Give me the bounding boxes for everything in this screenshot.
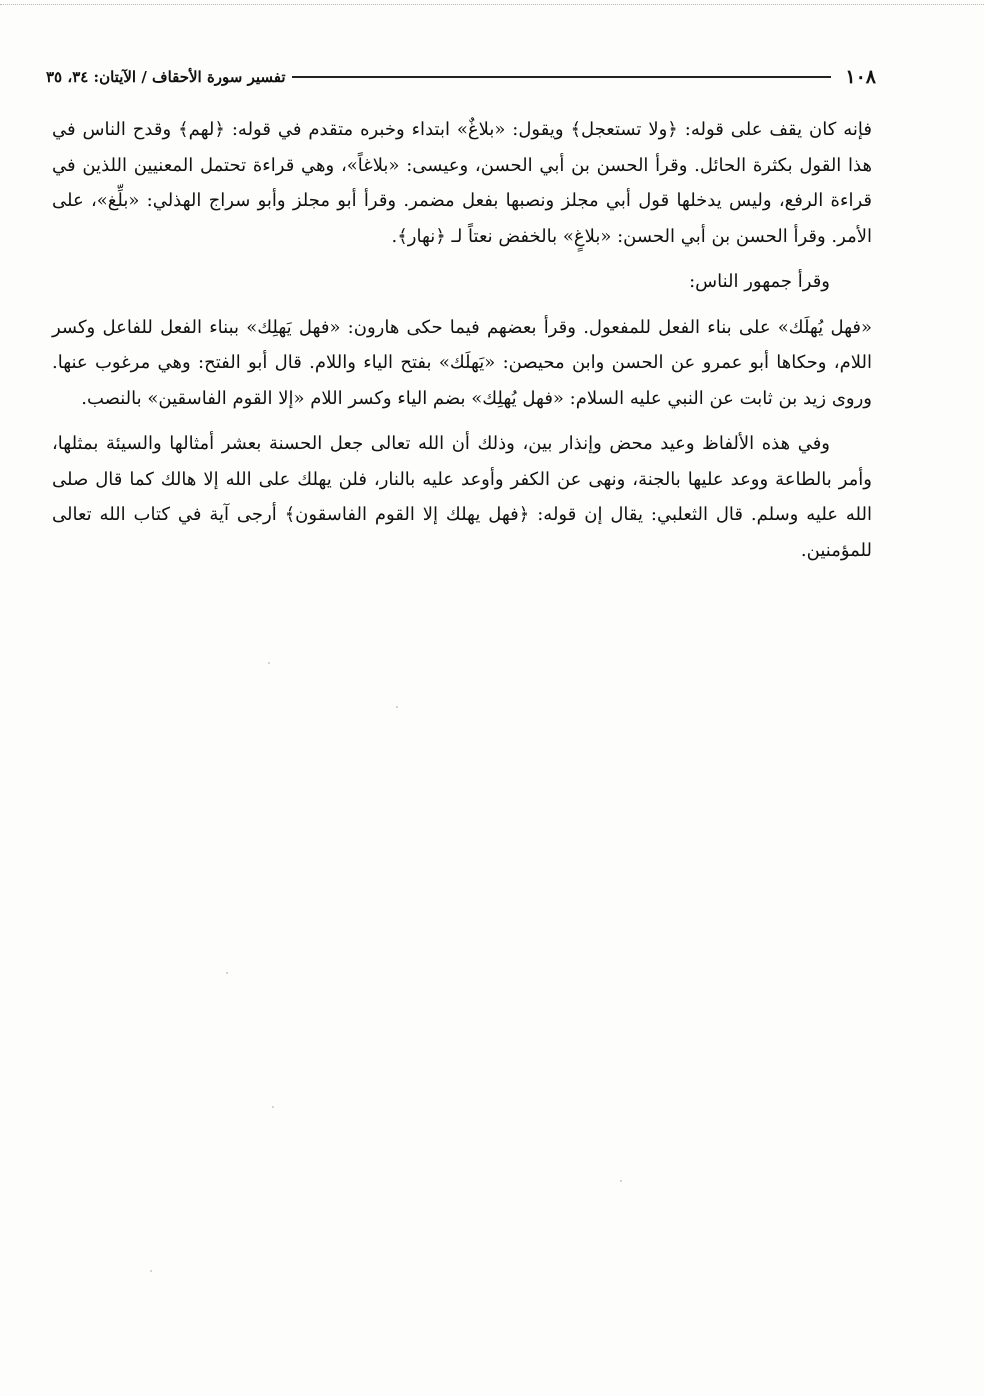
scan-speck (396, 706, 398, 708)
scan-speck (620, 1180, 622, 1182)
scan-speck (150, 1270, 152, 1272)
paragraph-3: «فهل يُهلَك» على بناء الفعل للمفعول. وقرأ بعضهم فيما حكى هارون: «فهل يَهلِك» ببناء الفعل للفاعل وكسر اللام، وحكاها أبو عمرو عن الحسن وابن محيصن: «يَهلَك» بفتح الياء واللام. قال أبو الفتح: وهي مرغوب عنها. وروى زيد بن ثابت عن النبي عليه السلام: «فهل يُهلِك» بضم الياء وكسر اللام «إلا القوم الفاسقين» بالنصب. (52, 316, 872, 409)
body-text (52, 112, 872, 568)
page-number: ١٠٨ (845, 66, 876, 88)
page-header (46, 60, 876, 94)
scan-speck (268, 662, 270, 664)
running-title: تفسير سورة الأحقاف / الآيتان: ٣٤، ٣٥ (46, 68, 286, 86)
paragraph-1: فإنه كان يقف على قوله: ﴿ولا تستعجل﴾ ويقول: «بلاغٌ» ابتداء وخبره متقدم في قوله: ﴿لهم﴾ وقدح الناس في هذا القول بكثرة الحائل. وقرأ الحسن بن أبي الحسن، وعيسى: «بلاغاً»، وهي قراءة تحتمل المعنيين اللذين في قراءة الرفع، وليس يدخلها قول أبي مجلز ونصبها بفعل مضمر. وقرأ أبو مجلز وأبو سراج الهذلي: «بلِّغ»، على الأمر. وقرأ الحسن بن أبي الحسن: «بلاغٍ» بالخفض نعتاً لـ ﴿نهار﴾. (52, 119, 872, 247)
paragraph-4: وفي هذه الألفاظ وعيد محض وإنذار بين، وذلك أن الله تعالى جعل الحسنة بعشر أمثالها والسيئة بمثلها، وأمر بالطاعة ووعد عليها بالجنة، ونهى عن الكفر وأوعد عليه بالنار، فلن يهلك على الله إلا هالك كما قال صلى الله عليه وسلم. قال الثعلبي: يقال إن قوله: ﴿فهل يهلك إلا القوم الفاسقون﴾ أرجى آية في كتاب الله تعالى للمؤمنين. (52, 433, 872, 561)
scan-speck (272, 1106, 274, 1108)
paragraph-2: وقرأ جمهور الناس: (689, 271, 830, 292)
scan-speck (226, 972, 228, 974)
header-rule (292, 76, 832, 78)
page-top-edge (0, 4, 984, 5)
